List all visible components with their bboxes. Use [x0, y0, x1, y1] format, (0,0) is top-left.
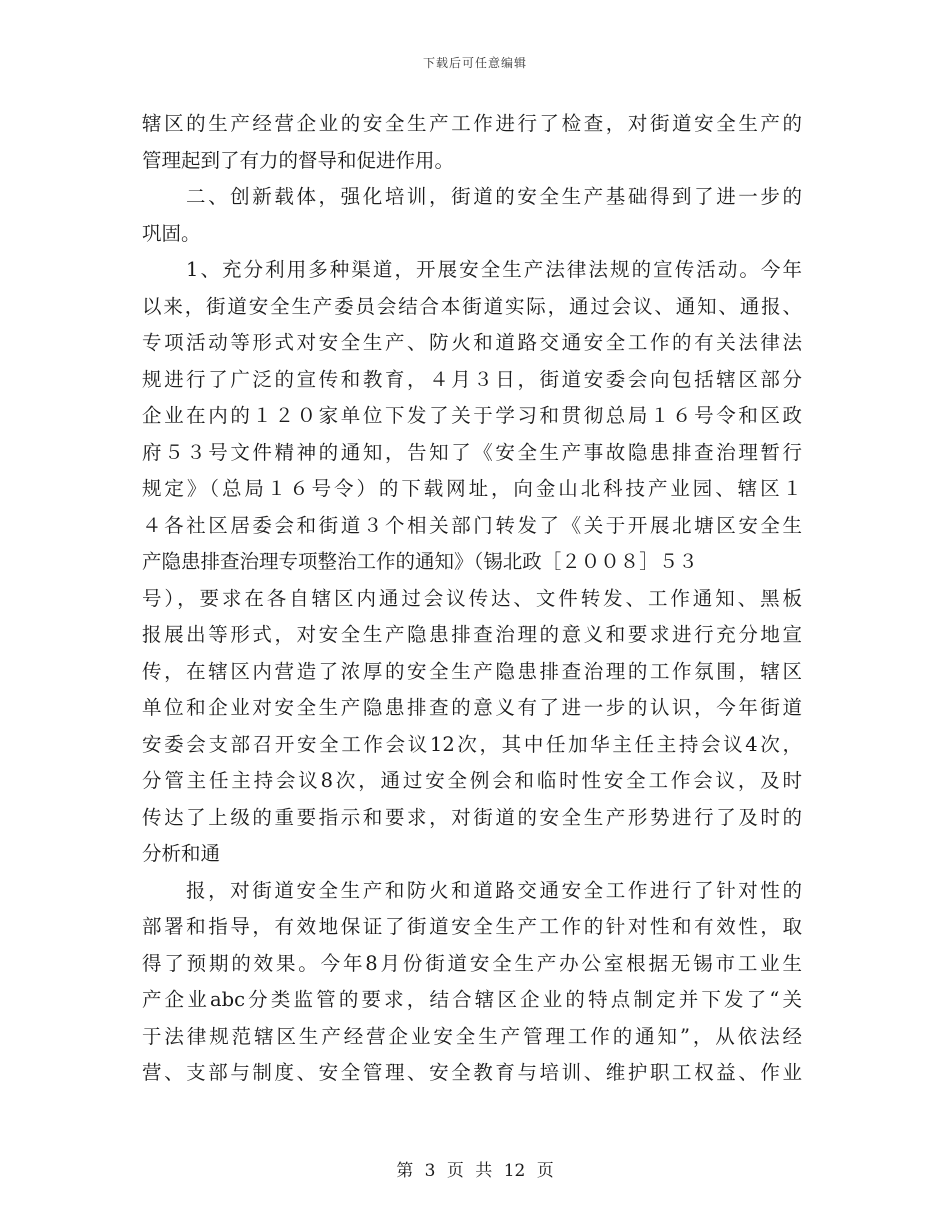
- text-line: ４各社区居委会和街道３个相关部门转发了《关于开展北塘区安全生: [142, 513, 802, 537]
- text-line: 企业在内的１２０家单位下发了关于学习和贯彻总局１６号令和区政: [142, 404, 802, 427]
- text-line: 1、充分利用多种渠道，开展安全生产法律法规的宣传活动。今年: [186, 258, 802, 281]
- text-line: 分析和通: [142, 842, 221, 865]
- text-line: 辖区的生产经营企业的安全生产工作进行了检查，对街道安全生产的: [142, 112, 802, 135]
- text-line: 报，对街道安全生产和防火和道路交通安全工作进行了针对性的: [186, 878, 802, 902]
- text-line: 产企业abc分类监管的要求，结合辖区企业的特点制定并下发了“关: [142, 988, 802, 1011]
- text-line: 分管主任主持会议8次，通过安全例会和临时性安全工作会议，及时: [142, 769, 802, 792]
- page-header: 下载后可任意编辑: [422, 56, 527, 70]
- text-line: 府５３号文件精神的通知，告知了《安全生产事故隐患排查治理暂行: [142, 440, 802, 464]
- text-line: 号），要求在各自辖区内通过会议传达、文件转发、工作通知、黑板: [142, 586, 802, 610]
- text-line: 营、支部与制度、安全管理、安全教育与培训、维护职工权益、作业: [142, 1061, 802, 1084]
- section-heading-line: 巩固。: [142, 221, 201, 245]
- text-line: 规进行了广泛的宣传和教育，４月３日，街道安委会向包括辖区部分: [142, 367, 802, 391]
- document-body: [142, 106, 802, 1092]
- text-line: 以来，街道安全生产委员会结合本街道实际，通过会议、通知、通报、: [142, 294, 802, 318]
- text-line: 部署和指导，有效地保证了街道安全生产工作的针对性和有效性，取: [142, 915, 802, 938]
- text-line: 报展出等形式，对安全生产隐患排查治理的意义和要求进行充分地宣: [142, 623, 802, 646]
- text-line: 传达了上级的重要指示和要求，对街道的安全生产形势进行了及时的: [142, 805, 802, 829]
- text-line: 产隐患排查治理专项整治工作的通知》（锡北政［２００８］５３: [142, 550, 698, 573]
- text-line: 规定》（总局１６号令）的下载网址，向金山北科技产业园、辖区１: [142, 477, 802, 500]
- text-line: 管理起到了有力的督导和促进作用。: [142, 148, 455, 172]
- section-heading-line: 二、创新载体，强化培训，街道的安全生产基础得到了进一步的: [186, 185, 802, 208]
- text-line: 安委会支部召开安全工作会议12次，其中任加华主任主持会议4次，: [142, 732, 802, 756]
- text-line: 单位和企业对安全生产隐患排查的意义有了进一步的认识，今年街道: [142, 696, 802, 719]
- text-line: 专项活动等形式对安全生产、防火和道路交通安全工作的有关法律法: [142, 331, 802, 354]
- text-line: 得了预期的效果。今年8月份街道安全生产办公室根据无锡市工业生: [142, 951, 802, 975]
- text-line: 传，在辖区内营造了浓厚的安全生产隐患排查治理的工作氛围，辖区: [142, 659, 802, 683]
- text-line: 于法律规范辖区生产经营企业安全生产管理工作的通知”，从依法经: [142, 1024, 802, 1048]
- page-footer: 第 3 页 共 12 页: [396, 1161, 554, 1181]
